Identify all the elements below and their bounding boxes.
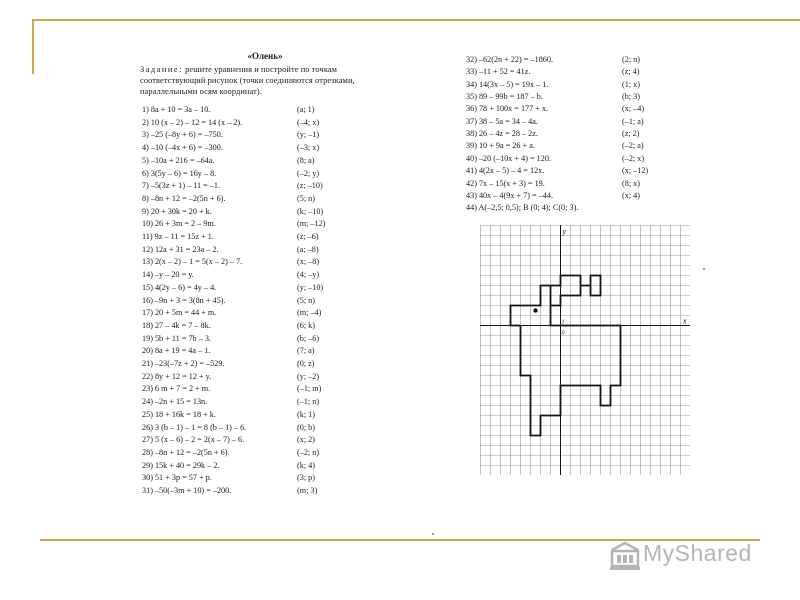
equation-text: 27) 5 (x – 6) – 2 = 2(x – 7) – 6. — [142, 435, 245, 445]
equation-text: 26) 3 (b – 1) – 1 = 8 (b – 1) – 6. — [142, 422, 247, 432]
point-text: (x; –4) — [622, 104, 645, 114]
point-text: (x; 4) — [622, 190, 640, 200]
equation-text: 7) –5(3z + 1) – 11 = –1. — [142, 181, 221, 191]
point-text: (5; n) — [297, 295, 315, 305]
point-text: (7; a) — [297, 346, 315, 356]
point-text: (b; –6) — [297, 333, 320, 343]
equation-text: 16) –9n + 3 = 3(8n + 45). — [142, 295, 226, 305]
point-text: (–4; x) — [297, 117, 320, 127]
point-text: (–1; m) — [297, 384, 322, 394]
stray-dot — [703, 268, 705, 270]
equation-text: 11) 9z – 11 = 15z + 1. — [142, 232, 214, 241]
equation-text: 40) –20 (–10x + 4) = 120. — [466, 153, 551, 163]
equation-text: 5) –10a + 216 = –64a. — [142, 155, 215, 165]
equation-text: 31) –50(–3m + 10) = –200. — [142, 486, 232, 495]
equation-text: 42) 7x – 15(x + 3) = 19. — [466, 178, 545, 188]
point-text: (–2; y) — [297, 168, 320, 178]
equation-text: 9) 20 + 30k = 20 + k. — [142, 206, 212, 216]
stray-dot — [432, 533, 434, 535]
equation-text: 35) 89 – 99b = 187 – b. — [466, 92, 543, 102]
origin-label: 0 — [561, 330, 565, 337]
point-text: (–2; a) — [622, 141, 644, 151]
point-text: (–1; n) — [297, 397, 320, 407]
eye-point — [533, 308, 537, 312]
point-text: (m; –4) — [297, 308, 322, 318]
point-text: (z; –10) — [297, 181, 323, 191]
task-text — [140, 64, 402, 98]
task-body: решите уравнения и постройте по точкам соответствующий рисунок (точки соединяются отрезками, параллельными осям координат). — [140, 65, 355, 97]
equation-text: 12) 12a + 31 = 23a – 2. — [142, 244, 219, 254]
point-text: (y; –2) — [297, 371, 320, 381]
equation-text: 6) 3(5y – 6) = 16y – 8. — [142, 168, 217, 178]
top-frame-line — [32, 19, 800, 21]
myshared-logo-icon — [608, 540, 642, 572]
point-text: (–1; a) — [622, 116, 644, 126]
equation-text: 3) –25 (–8y + 6) = –750. — [142, 130, 223, 140]
point-text: (z; 4) — [622, 67, 640, 77]
point-text: (k; 1) — [297, 409, 315, 419]
equation-text: 14) –y – 20 = y. — [142, 270, 194, 280]
equation-text: 36) 78 + 100x = 177 + x. — [466, 104, 549, 114]
point-text: (6; k) — [297, 320, 315, 330]
equation-text: 23) 6 m + 7 = 2 + m. — [142, 384, 211, 394]
point-text: (a; –8) — [297, 244, 319, 254]
point-text: (x; –8) — [297, 257, 320, 267]
equation-text: 1) 8a + 10 = 3a – 10. — [142, 105, 211, 114]
point-text: (5; n) — [297, 193, 315, 203]
equation-text: 43) 40x – 4(9x + 7) = –44. — [466, 190, 554, 200]
equation-text: 37) 38 – 5a = 34 – 4a. — [466, 116, 538, 126]
point-text: (2; n) — [622, 55, 640, 64]
point-text: (8; a) — [297, 155, 315, 165]
task-label: Задание: — [140, 65, 183, 74]
equation-text: 41) 4(2x – 5) – 4 = 12x. — [466, 166, 545, 176]
equation-text: 18) 27 – 4k = 7 – 8k. — [142, 320, 211, 330]
point-text: (y; –10) — [297, 282, 324, 292]
coordinate-grid — [480, 225, 690, 480]
point-text: (z; 2) — [622, 129, 640, 139]
equation-text: 30) 51 + 3p = 57 + p. — [142, 473, 212, 483]
equation-text: 17) 20 + 5m = 44 + m. — [142, 308, 217, 318]
equation-text: 33) –11 + 52 = 41z. — [466, 67, 531, 77]
x-axis-label: x — [683, 316, 687, 326]
point-text: (–2; n) — [297, 447, 320, 457]
point-text: (a; 1) — [297, 105, 315, 114]
point-text: (4; –y) — [297, 270, 320, 280]
unit-label: 1 — [561, 319, 565, 326]
point-text: (0; b) — [297, 422, 315, 432]
grid-svg — [480, 225, 690, 475]
equation-text: 20) 8a + 19 = 4a – 1. — [142, 346, 211, 356]
point-text: (0; z) — [297, 359, 315, 368]
equation-text: 28) –8n + 12 = –2(5n + 6). — [142, 447, 230, 457]
page-title: «Олень» — [247, 51, 283, 61]
point-text: (m; –12) — [297, 219, 326, 229]
equation-text: 15) 4(2y – 6) = 4y – 4. — [142, 282, 217, 292]
point-text: (k; 4) — [297, 460, 315, 470]
equation-text: 8) –8n + 12 = –2(5n + 6). — [142, 193, 226, 203]
left-frame-line — [32, 19, 34, 74]
point-text: (y; –1) — [297, 130, 320, 140]
equation-text: 24) –2n + 15 = 13n. — [142, 397, 208, 407]
equation-text: 38) 26 – 4z = 28 – 2z. — [466, 129, 538, 139]
equation-text: 22) 8y + 12 = 12 + y. — [142, 371, 212, 381]
myshared-logo-text: MyShared — [643, 540, 752, 566]
equation-text: 4) –10 (–4x + 6) = –300. — [142, 143, 223, 153]
equation-text: 2) 10 (x – 2) – 12 = 14 (x – 2). — [142, 117, 243, 127]
point-text: (x; –12) — [622, 166, 649, 176]
point-text: (–3; x) — [297, 143, 320, 153]
equation-text: 13) 2(x – 2) – 1 = 5(x – 2) – 7. — [142, 257, 243, 267]
point-text: (8; x) — [622, 178, 640, 188]
equation-text: 39) 10 + 9a = 26 + a. — [466, 141, 535, 151]
equation-text: 19) 5b + 11 = 7b – 3. — [142, 333, 211, 343]
point-text: (b; 3) — [622, 92, 640, 102]
equation-text: 10) 26 + 3m = 2 – 9m. — [142, 219, 216, 229]
point-text: (z; –6) — [297, 232, 319, 241]
point-text: (1; x) — [622, 79, 640, 89]
equation-text: 32) –62(2n + 22) = –1860. — [466, 55, 554, 64]
point-text: (–2; x) — [622, 153, 645, 163]
point-text: (3; p) — [297, 473, 315, 483]
equation-text: 21) –23(–7z + 2) = –529. — [142, 359, 225, 368]
equation-text: 34) 14(3x – 5) = 19x – 1. — [466, 79, 549, 89]
equation-text: 25) 18 + 16k = 18 + k. — [142, 409, 216, 419]
equation-text: 44) A(–2,5; 0,5); B (0; 4); C(0; 3). — [466, 203, 579, 213]
point-text: (x; 2) — [297, 435, 315, 445]
point-text: (m; 3) — [297, 486, 318, 495]
equation-text: 29) 15k + 40 = 29k – 2. — [142, 460, 220, 470]
y-axis-label: y — [562, 227, 567, 236]
point-text: (k; –10) — [297, 206, 324, 216]
